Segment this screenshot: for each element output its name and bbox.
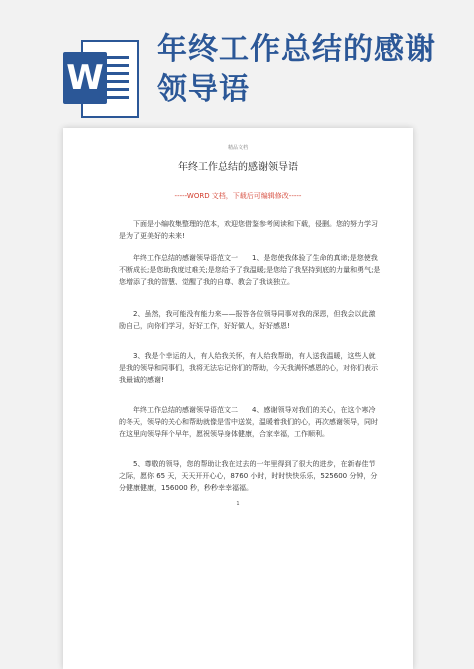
page-header-note: 精品文档 bbox=[227, 145, 248, 151]
paragraph-2: 2、虽然，我可能没有能力来——报答各位领导同事对我的深恩，但我会以此激励自己，向你们学习，好好工作，好好做人，好好感恩! bbox=[119, 310, 376, 330]
download-note: -----WORD 文档，下载后可编辑修改----- bbox=[174, 192, 302, 200]
page-number: 1 bbox=[236, 501, 240, 507]
document-page bbox=[63, 128, 413, 669]
paragraph-5: 5、尊敬的领导，您的帮助让我在过去的一年里得到了很大的进步，在新春佳节之际，愿你 65 天，天天开开心心，8760 小时，时时快快乐乐，525600 分钟，分分健康健康，156000 秒，秒秒幸幸福福。 bbox=[119, 460, 378, 492]
paragraph-3: 3、我是个幸运的人，有人给我关怀，有人给我帮助，有人送我温暖，这些人就是我的领导和同事们，我将无法忘记你们的帮助，今天我满怀感恩的心，对你们表示我最诚的感谢! bbox=[119, 352, 378, 384]
paragraph-intro: 下面是小编收集整理的范本，欢迎您借鉴参考阅读和下载，侵删。您的努力学习是为了更美好的未来! bbox=[119, 220, 378, 240]
paragraph-4: 年终工作总结的感谢领导语范文二 4、感谢领导对我们的关心，在这个寒冷的冬天，领导的关心和帮助就像是雪中送炭，温暖着我们的心，再次感谢领导，同时在这里向领导拜个早年，愿祝领导身体健康，合家幸福，工作顺利。 bbox=[119, 406, 378, 438]
word-app-icon bbox=[63, 36, 143, 122]
document-title: 年终工作总结的感谢领导语 bbox=[178, 162, 298, 173]
word-w-badge: W bbox=[63, 52, 107, 104]
paragraph-1: 年终工作总结的感谢领导语范文一 1、是您使我体验了生命的真谛;是您使我不断成长;是您助我度过难关;是您给予了我温暖;是您给了我坚持到底的力量和勇气;是您增添了我的智慧、觉醒了我的自尊、教会了我谈独立。 bbox=[119, 254, 381, 286]
banner-title: 年终工作总结的感谢领导语 bbox=[157, 32, 436, 107]
